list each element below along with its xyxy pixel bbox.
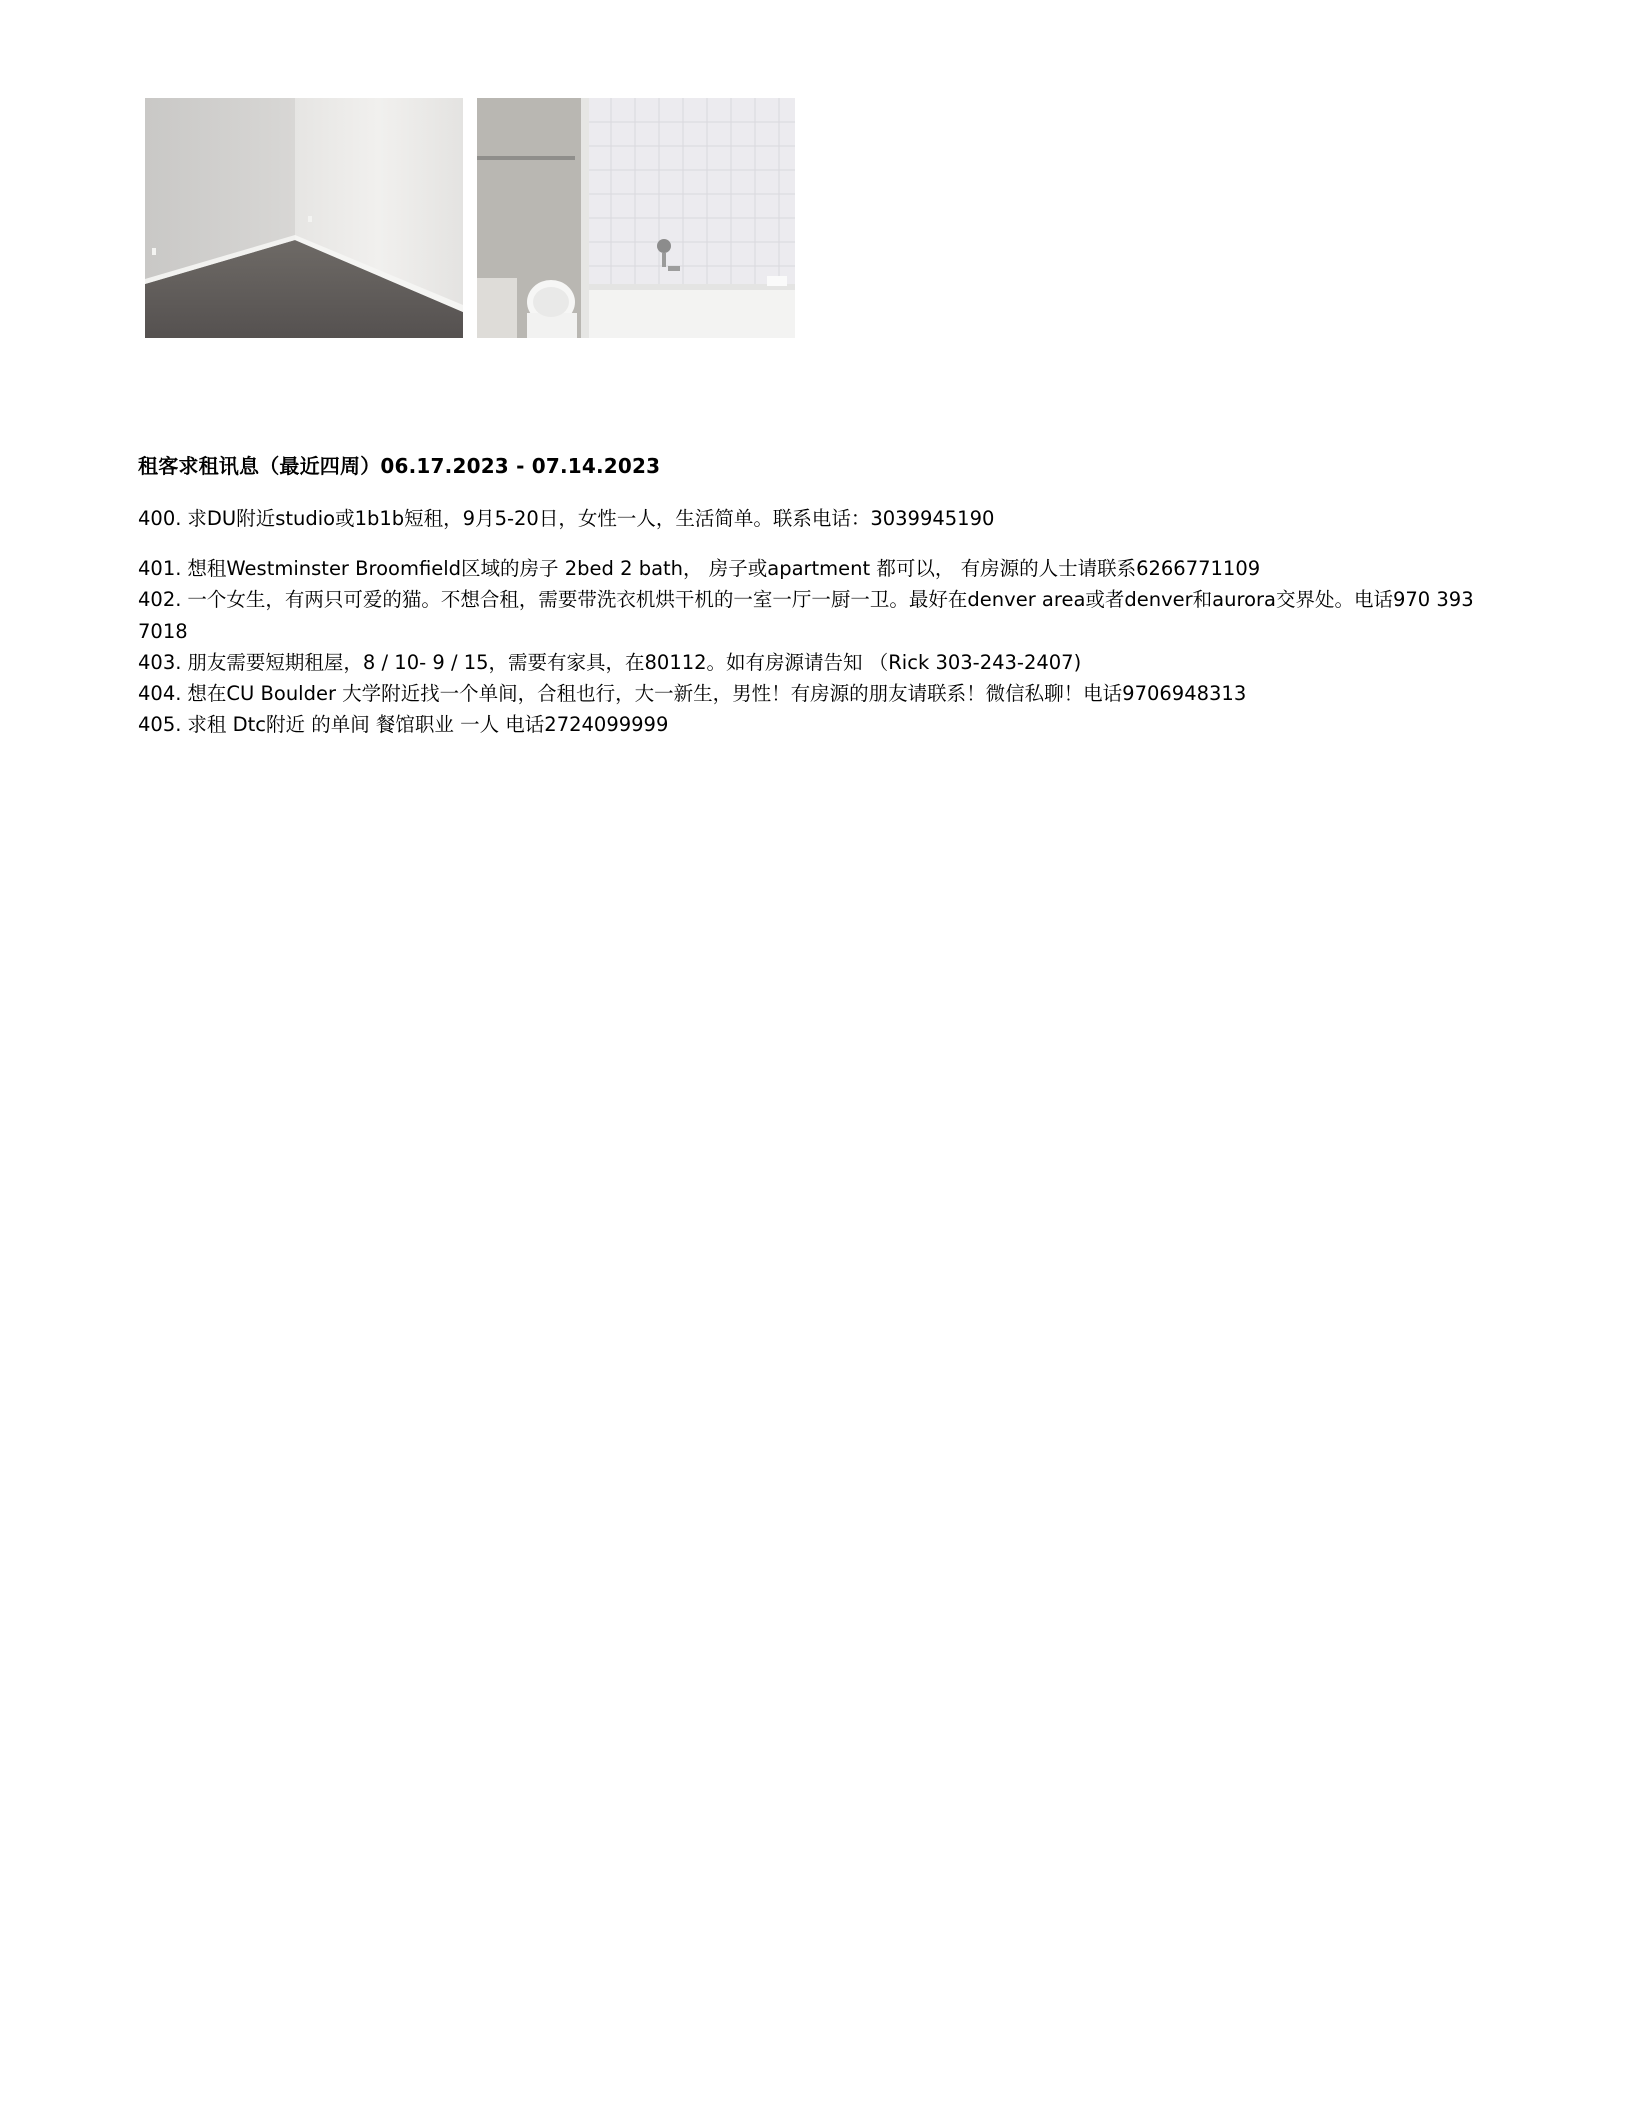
- post-number: 401.: [138, 557, 182, 580]
- post-number: 405.: [138, 713, 182, 736]
- list-item: [138, 584, 1478, 647]
- section-heading: 租客求租讯息（最近四周）06.17.2023 - 07.14.2023: [138, 454, 661, 478]
- list-item: [138, 553, 1478, 585]
- post-text: 想在CU Boulder 大学附近找一个单间，合租也行，大一新生，男性！有房源的朋友请联系！微信私聊！电话9706948313: [187, 682, 1247, 705]
- room-photo-empty-corner: [145, 98, 463, 338]
- post-number: 404.: [138, 682, 182, 705]
- post-text: 想租Westminster Broomfield区域的房子 2bed 2 bath， 房子或apartment 都可以， 有房源的人士请联系6266771109: [187, 557, 1261, 580]
- list-item: [138, 503, 1478, 535]
- post-number: 400.: [138, 507, 182, 530]
- list-item: [138, 678, 1478, 710]
- post-number: 402.: [138, 588, 182, 611]
- post-text: 求DU附近studio或1b1b短租，9月5-20日，女性一人，生活简单。联系电话：3039945190: [187, 507, 995, 530]
- post-text: 求租 Dtc附近 的单间 餐馆职业 一人 电话2724099999: [187, 713, 669, 736]
- list-item: [138, 647, 1478, 679]
- bathroom-photo: [477, 98, 795, 338]
- post-text: 一个女生，有两只可爱的猫。不想合租，需要带洗衣机烘干机的一室一厅一厨一卫。最好在denver area或者denver和aurora交界处。电话970 393 7018: [138, 588, 1474, 643]
- post-text: 朋友需要短期租屋，8 / 10- 9 / 15，需要有家具，在80112。如有房源请告知 （Rick 303-243-2407): [187, 651, 1082, 674]
- list-item: [138, 709, 1478, 741]
- post-number: 403.: [138, 651, 182, 674]
